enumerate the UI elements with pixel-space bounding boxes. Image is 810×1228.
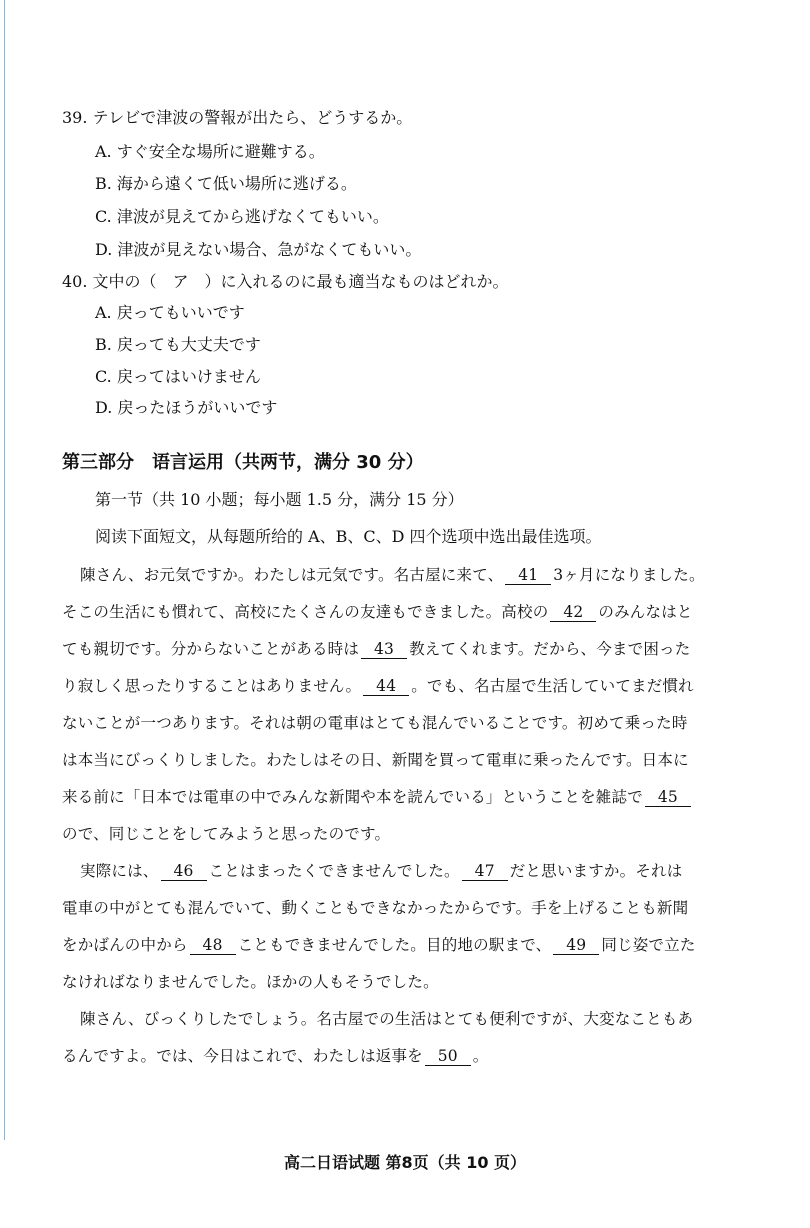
blank-49: 49 <box>553 937 599 955</box>
passage-line <box>62 1046 757 1066</box>
passage-line <box>62 787 757 807</box>
passage-line: ので、同じことをしてみようと思ったのです。 <box>62 825 391 843</box>
page-footer: 高二日语试题 第8页（共 10 页） <box>283 1153 527 1172</box>
passage-line <box>62 935 757 955</box>
question-40-option-d: D. 戻ったほうがいいです <box>95 398 278 417</box>
passage-line: ないことが一つあります。それは朝の電車はとても混んでいることです。初めて乗った時 <box>62 714 688 732</box>
question-40-stem: 40. 文中の（ ア ）に入れるのに最も適当なものはどれか。 <box>62 272 509 291</box>
blank-43: 43 <box>361 641 407 659</box>
passage-text: るんですよ。では、今日はこれで、わたしは返事を <box>62 1047 423 1065</box>
passage-line: は本当にびっくりしました。わたしはその日、新聞を買って電車に乗ったんです。日本に <box>62 751 689 769</box>
passage-text: ても親切です。分からないことがある時は <box>62 640 360 658</box>
section-instruction: 阅读下面短文，从每题所给的 A、B、C、D 四个选项中选出最佳选项。 <box>95 527 602 546</box>
passage-text: 教えてくれます。だから、今まで困った <box>409 640 691 658</box>
question-39-option-b: B. 海から遠くて低い場所に逃げる。 <box>95 174 357 193</box>
question-40-option-b: B. 戻っても大丈夫です <box>95 335 261 354</box>
passage-text: り寂しく思ったりすることはありません。 <box>62 677 362 695</box>
passage-line <box>80 565 775 585</box>
passage-text: だと思いますか。それは <box>509 862 683 880</box>
blank-41: 41 <box>505 567 551 585</box>
passage-line <box>62 676 757 696</box>
blank-48: 48 <box>190 937 236 955</box>
blank-50: 50 <box>425 1048 471 1066</box>
blank-42: 42 <box>550 604 596 622</box>
passage-line: なければなりませんでした。ほかの人もそうでした。 <box>62 973 439 991</box>
passage-text: 同じ姿で立た <box>601 936 696 954</box>
section-title: 第三部分 语言运用（共两节，满分 30 分） <box>62 452 424 473</box>
blank-44: 44 <box>363 678 409 696</box>
passage-text: ことはまったくできませんでした。 <box>208 862 460 880</box>
passage-text: 来る前に「日本では電車の中でみんな新聞や本を読んでいる」ということを雑誌で <box>62 788 643 806</box>
passage-text: 陳さん、お元気ですか。わたしは元気です。名古屋に来て、 <box>80 566 504 584</box>
passage-text: のみんなはと <box>598 603 693 621</box>
section-subtitle: 第一节（共 10 小题；每小题 1.5 分，满分 15 分） <box>95 490 464 509</box>
passage-text: こともできませんでした。目的地の駅まで、 <box>237 936 552 954</box>
passage-line: 電車の中がとても混んでいて、動くこともできなかったからです。手を上げることも新聞 <box>62 899 689 917</box>
question-39-option-c: C. 津波が見えてから逃げなくてもいい。 <box>95 207 389 226</box>
question-40-option-a: A. 戻ってもいいです <box>95 303 245 322</box>
blank-45: 45 <box>645 789 691 807</box>
passage-line: 陳さん、びっくりしたでしょう。名古屋での生活はとても便利ですが、大変なこともあ <box>80 1010 694 1028</box>
question-39-option-a: A. すぐ安全な場所に避難する。 <box>95 142 325 161</box>
passage-line <box>62 639 757 659</box>
passage-text: 。 <box>472 1047 489 1065</box>
question-40-option-c: C. 戻ってはいけません <box>95 367 261 386</box>
passage-text: そこの生活にも慣れて、高校にたくさんの友達もできました。高校の <box>62 603 549 621</box>
passage-text: をかばんの中から <box>62 936 188 954</box>
question-39-option-d: D. 津波が見えない場合、急がなくてもいい。 <box>95 240 422 259</box>
passage-text: 実際には、 <box>80 862 159 880</box>
passage-line <box>62 602 757 622</box>
blank-47: 47 <box>462 863 508 881</box>
blank-46: 46 <box>161 863 207 881</box>
passage-text: 3ヶ月になりました。 <box>553 566 705 584</box>
passage-line <box>80 861 775 881</box>
question-39-stem: 39. テレビで津波の警報が出たら、どうするか。 <box>62 108 413 127</box>
passage-text: 。でも、名古屋で生活していてまだ慣れ <box>411 677 694 695</box>
